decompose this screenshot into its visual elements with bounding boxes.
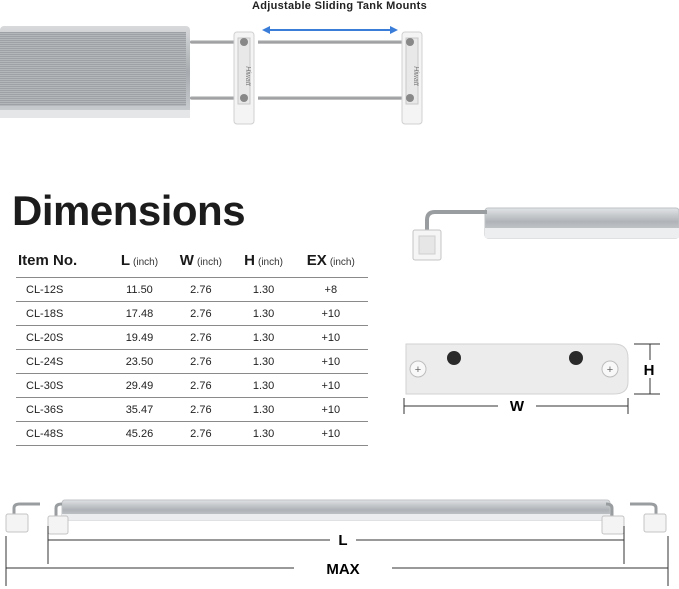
light-bar-end bbox=[0, 26, 190, 118]
cell-item: CL-20S bbox=[16, 326, 111, 350]
table-row bbox=[16, 350, 368, 374]
cell-extension: +10 bbox=[294, 374, 368, 398]
height-label: H bbox=[643, 362, 655, 379]
cell-length: 11.50 bbox=[111, 278, 169, 302]
cell-width: 2.76 bbox=[168, 326, 233, 350]
cell-height: 1.30 bbox=[234, 278, 294, 302]
brand-mark-left: Hiwatt bbox=[244, 66, 251, 86]
length-dimension-line bbox=[48, 526, 624, 564]
cell-height: 1.30 bbox=[234, 422, 294, 446]
max-label: MAX bbox=[326, 561, 360, 578]
light-bar-full bbox=[62, 500, 610, 520]
table-row bbox=[16, 422, 368, 446]
cell-length: 19.49 bbox=[111, 326, 169, 350]
cell-item: CL-48S bbox=[16, 422, 111, 446]
cell-height: 1.30 bbox=[234, 398, 294, 422]
cell-length: 17.48 bbox=[111, 302, 169, 326]
side-view-illustration bbox=[405, 200, 679, 270]
table-row bbox=[16, 278, 368, 302]
column-header-item: Item No. bbox=[18, 252, 78, 269]
cell-extension: +10 bbox=[294, 398, 368, 422]
cell-extension: +10 bbox=[294, 302, 368, 326]
cell-width: 2.76 bbox=[168, 374, 233, 398]
cell-extension: +8 bbox=[294, 278, 368, 302]
cell-item: CL-36S bbox=[16, 398, 111, 422]
cell-height: 1.30 bbox=[234, 326, 294, 350]
cell-item: CL-12S bbox=[16, 278, 111, 302]
sliding-rods bbox=[190, 40, 408, 100]
mounts-caption: Adjustable Sliding Tank Mounts bbox=[251, 0, 428, 12]
table-header-row bbox=[16, 252, 368, 278]
table-row bbox=[16, 326, 368, 350]
bracket-plate bbox=[406, 344, 628, 394]
cell-length: 45.26 bbox=[111, 422, 169, 446]
cell-height: 1.30 bbox=[234, 302, 294, 326]
cell-width: 2.76 bbox=[168, 278, 233, 302]
bracket-dimension-drawing bbox=[398, 338, 666, 418]
cell-length: 35.47 bbox=[111, 398, 169, 422]
cell-extension: +10 bbox=[294, 326, 368, 350]
cell-width: 2.76 bbox=[168, 350, 233, 374]
cell-extension: +10 bbox=[294, 422, 368, 446]
width-label: W bbox=[509, 398, 525, 415]
cell-width: 2.76 bbox=[168, 422, 233, 446]
full-length-drawing bbox=[0, 496, 679, 589]
brand-mark-right: Hiwatt bbox=[412, 66, 419, 86]
column-header-height: H (inch) bbox=[244, 252, 283, 269]
dimensions-table bbox=[16, 252, 368, 446]
end-bracket-right-outer bbox=[630, 504, 666, 532]
sliding-direction-arrow bbox=[262, 26, 398, 34]
svg-text:+: + bbox=[414, 364, 422, 376]
column-header-width: W (inch) bbox=[179, 252, 222, 269]
sliding-mounts-illustration bbox=[0, 18, 440, 133]
cell-item: CL-18S bbox=[16, 302, 111, 326]
table-row bbox=[16, 302, 368, 326]
cell-item: CL-24S bbox=[16, 350, 111, 374]
cell-item: CL-30S bbox=[16, 374, 111, 398]
cell-height: 1.30 bbox=[234, 350, 294, 374]
cell-extension: +10 bbox=[294, 350, 368, 374]
end-bracket-left-outer bbox=[6, 504, 40, 532]
column-header-length: L (inch) bbox=[120, 252, 159, 269]
cell-length: 29.49 bbox=[111, 374, 169, 398]
cell-width: 2.76 bbox=[168, 302, 233, 326]
page-title: Dimensions bbox=[12, 187, 246, 234]
column-header-extension: EX (inch) bbox=[306, 252, 355, 269]
table-row bbox=[16, 374, 368, 398]
cell-width: 2.76 bbox=[168, 398, 233, 422]
svg-text:+: + bbox=[606, 364, 614, 376]
cell-height: 1.30 bbox=[234, 374, 294, 398]
cell-length: 23.50 bbox=[111, 350, 169, 374]
length-label: L bbox=[338, 532, 348, 549]
table-row bbox=[16, 398, 368, 422]
